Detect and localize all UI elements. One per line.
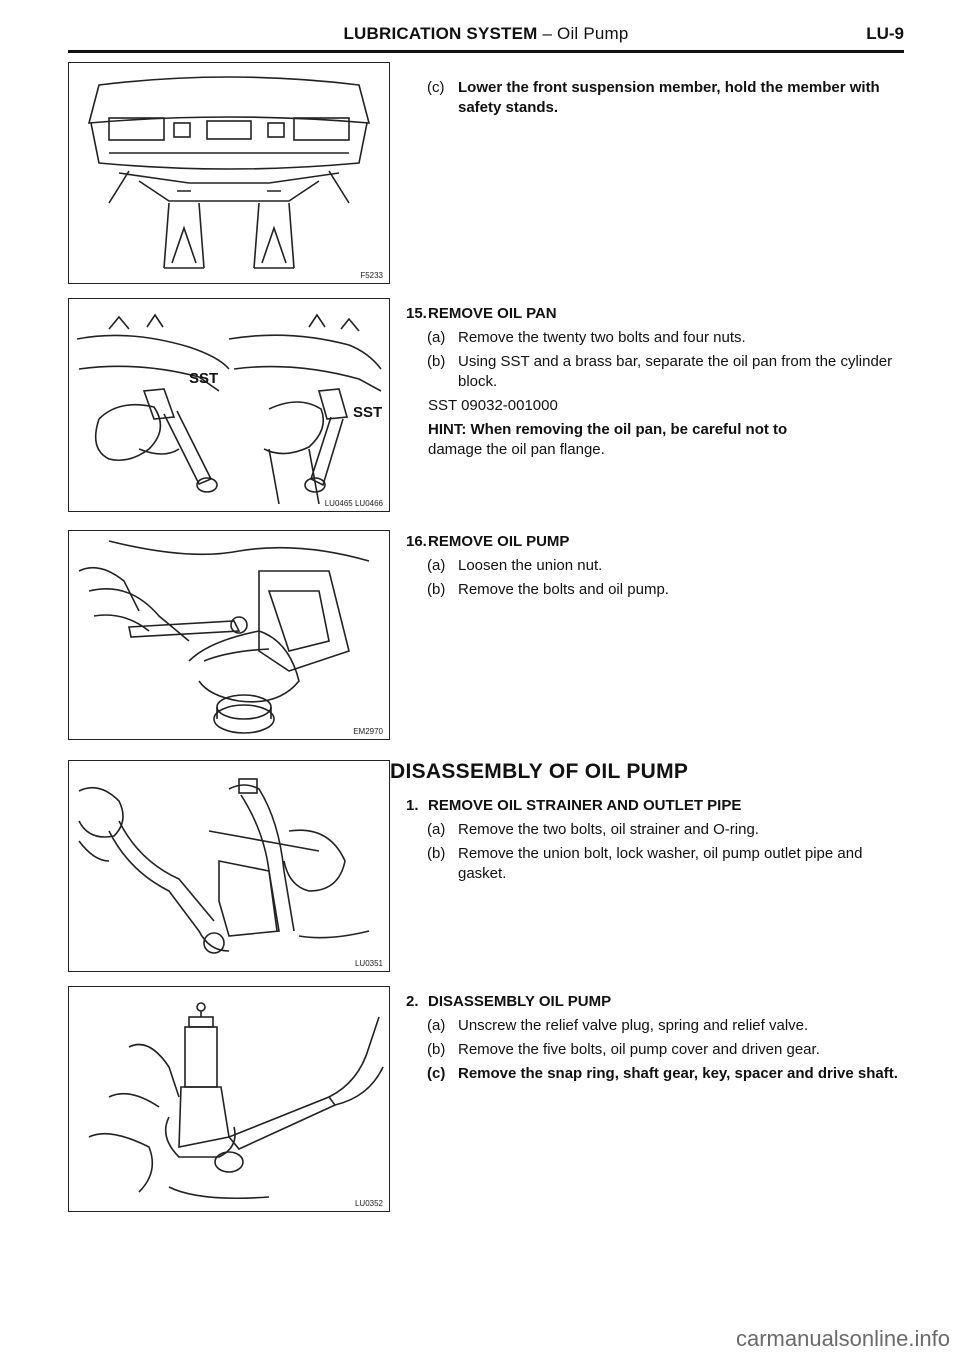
dstep-1a: [406, 820, 906, 840]
step-15a-text: Remove the twenty two bolts and four nuts.: [458, 329, 746, 346]
step-14c: [406, 78, 906, 118]
dstep-2c-label: (c): [427, 1065, 446, 1082]
step-15a: [406, 328, 906, 348]
figure-disassemble-pump: [68, 986, 390, 1212]
header-title: [68, 24, 904, 44]
step-16a-label: (a): [427, 557, 446, 574]
hint-bold-text: When removing the oil pan, be careful not to: [470, 421, 788, 438]
section-title: DISASSEMBLY OF OIL PUMP: [390, 760, 689, 783]
step-16-title: [406, 532, 906, 552]
dstep-1-number: 1.: [406, 797, 419, 814]
header-title-sub: Oil Pump: [557, 24, 629, 43]
step-15-number: 15.: [406, 305, 427, 322]
step-16b-label: (b): [427, 581, 446, 598]
step-16-title-text: REMOVE OIL PUMP: [428, 533, 570, 550]
disassembly-step-1-block: [406, 796, 906, 888]
figure-code: LU0465 LU0466: [324, 499, 383, 508]
step-16-number: 16.: [406, 533, 427, 550]
dstep-1a-text: Remove the two bolts, oil strainer and O-ring.: [458, 821, 759, 838]
hint-rest-text: damage the oil pan flange.: [428, 441, 605, 458]
header-title-main: LUBRICATION SYSTEM: [343, 24, 538, 43]
dstep-1-title: [406, 796, 906, 816]
dstep-2a-text: Unscrew the relief valve plug, spring and relief valve.: [458, 1017, 809, 1034]
step-15a-label: (a): [427, 329, 446, 346]
dstep-2c-text: Remove the snap ring, shaft gear, key, spacer and drive shaft.: [458, 1065, 898, 1082]
dstep-2a-label: (a): [427, 1017, 446, 1034]
step-15-sst: SST 09032-001000: [428, 397, 558, 414]
header-title-dash: –: [537, 24, 558, 43]
step-15-title-text: REMOVE OIL PAN: [428, 305, 557, 322]
step-16b: [406, 580, 906, 600]
step-15-title: [406, 304, 906, 324]
step-15b-label: (b): [427, 353, 446, 370]
dstep-2b-text: Remove the five bolts, oil pump cover and driven gear.: [458, 1041, 820, 1058]
sst-label-right: SST: [353, 404, 383, 421]
dstep-2-number: 2.: [406, 993, 419, 1010]
step-16b-text: Remove the bolts and oil pump.: [458, 581, 669, 598]
dstep-2a: [406, 1016, 906, 1036]
step-16a-text: Loosen the union nut.: [458, 557, 603, 574]
step-15b: [406, 352, 906, 392]
step-14c-block: [406, 78, 906, 122]
disassembly-step-2-block: [406, 992, 906, 1088]
pump-disassembly-illustration: [69, 987, 389, 1211]
dstep-2c: [406, 1064, 906, 1084]
dstep-2b-label: (b): [427, 1041, 446, 1058]
figure-code: LU0352: [354, 1199, 383, 1208]
dstep-1-title-text: REMOVE OIL STRAINER AND OUTLET PIPE: [428, 797, 742, 814]
dstep-1b-label: (b): [427, 845, 446, 862]
step-16a: [406, 556, 906, 576]
hint-label: HINT:: [428, 421, 467, 438]
step-15-hint: [406, 420, 906, 460]
figure-safety-stands: [68, 62, 390, 284]
dstep-2b: [406, 1040, 906, 1060]
oil-pan-removal-illustration: [69, 299, 389, 511]
dstep-1b: [406, 844, 906, 884]
strainer-removal-illustration: [69, 761, 389, 971]
page-number: LU-9: [866, 24, 904, 43]
dstep-2-title: [406, 992, 906, 1012]
figure-remove-oil-pump: [68, 530, 390, 740]
dstep-1a-label: (a): [427, 821, 446, 838]
figure-code: LU0351: [354, 959, 383, 968]
sst-label-left: SST: [189, 370, 219, 387]
figure-code: F5233: [360, 271, 383, 280]
step-16-block: [406, 532, 906, 604]
figure-code: EM2970: [353, 727, 383, 736]
page-header: [68, 18, 904, 48]
step-14c-text: Lower the front suspension member, hold the member with safety stands.: [458, 79, 880, 116]
oil-pump-removal-illustration: [69, 531, 389, 739]
step-15b-text: Using SST and a brass bar, separate the oil pan from the cylinder block.: [458, 353, 893, 390]
dstep-2-title-text: DISASSEMBLY OIL PUMP: [428, 993, 612, 1010]
figure-remove-oil-pan: [68, 298, 390, 512]
watermark: carmanualsonline.info: [735, 1326, 950, 1351]
figure-remove-strainer: [68, 760, 390, 972]
safety-stands-illustration: [69, 63, 389, 283]
dstep-1b-text: Remove the union bolt, lock washer, oil pump outlet pipe and gasket.: [458, 845, 863, 882]
step-14c-label: (c): [427, 79, 445, 96]
step-15-block: [406, 304, 906, 464]
header-rule: [68, 50, 904, 53]
